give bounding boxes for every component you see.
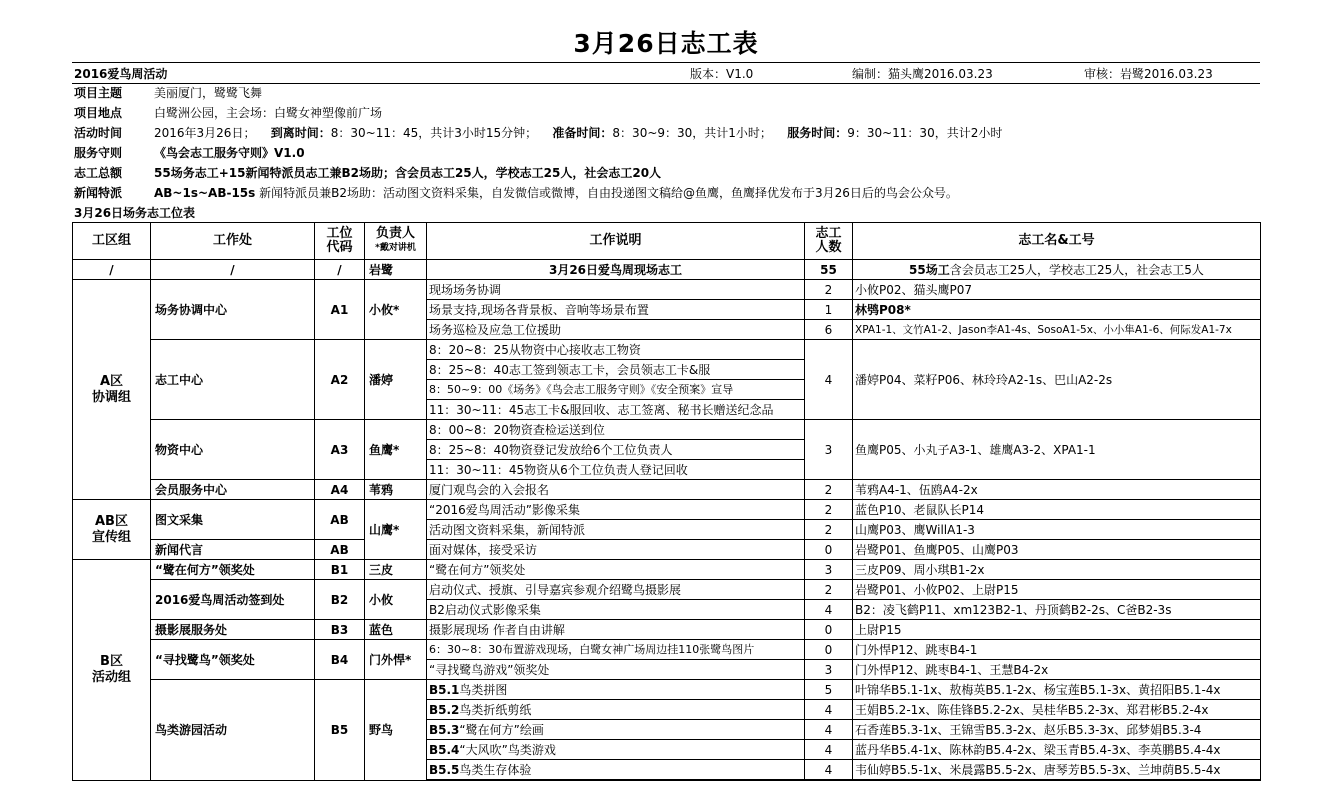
table-row: 志工中心 A2 潘婷 8：20~8：25从物资中心接收志工物资 4 潘婷P04、菜籽P06、林玲玲A2-1s、巴山A2-2s	[73, 340, 1261, 360]
place-ab2: 新闻代言	[151, 540, 315, 560]
header-version: 版本：V1.0	[690, 67, 754, 81]
table-row: 8：25~8：40志工签到领志工卡，会员领志工卡&服	[73, 360, 1261, 380]
header-reviewer: 审核：岩鹭2016.03.23	[1084, 67, 1213, 81]
page-title: 3月26日志工表	[573, 29, 759, 58]
header-bar	[72, 62, 1260, 84]
table-row: 物资中心 A3 鱼鹰* 8：00~8：20物资查检运送到位 3 鱼鹰P05、小丸子A3-1、雄鹰A3-2、XPA1-1	[73, 420, 1261, 440]
place-b2: 2016爱鸟周活动签到处	[151, 580, 315, 620]
table-row: 摄影展服务处 B3 蓝色 摄影展现场 作者自由讲解 0 上尉P15	[73, 620, 1261, 640]
table-header-row	[73, 223, 1261, 260]
table-row: 场务巡检及应急工位援助 6 XPA1-1、文竹A1-2、Jason李A1-4s、SosoA1-5x、小小隼A1-6、何际发A1-7x	[73, 320, 1261, 340]
table-row: 会员服务中心 A4 苇鸦 厦门观鸟会的入会报名 2 苇鸦A4-1、伍鸥A4-2x	[73, 480, 1261, 500]
table-row: 11：30~11：45志工卡&服回收、志工签离、秘书长赠送纪念品	[73, 400, 1261, 420]
table-row: 场景支持,现场各背景板、音响等场景布置 1 林鸮P08*	[73, 300, 1261, 320]
table-row: B区 活动组 “鹭在何方”领奖处 B1 三皮 “鹭在何方”领奖处 3 三皮P09、周小琪B1-2x	[73, 560, 1261, 580]
place-b5: 鸟类游园活动	[151, 680, 315, 781]
col-header-count: 志工 人数	[805, 223, 853, 260]
table-row: B5.4“大风吹”鸟类游戏 4 蓝丹华B5.4-1x、陈林韵B5.4-2x、梁玉青B5.4-3x、李英鹏B5.4-4x	[73, 740, 1261, 760]
volunteer-table	[72, 222, 1261, 781]
place-a4: 会员服务中心	[151, 480, 315, 500]
table-row: AB区 宣传组 图文采集 AB 山鹰* “2016爱鸟周活动”影像采集 2 蓝色P10、老鼠队长P14	[73, 500, 1261, 520]
table-row: “寻找鹭鸟”领奖处 B4 门外悍* 6：30~8：30布置游戏现场，白鹭女神广场周边挂110张鹭鸟图片 0 门外悍P12、跳枣B4-1	[73, 640, 1261, 660]
col-header-desc: 工作说明	[427, 223, 805, 260]
col-header-names: 志工名&工号	[853, 223, 1261, 260]
header-event: 2016爱鸟周活动	[74, 67, 168, 81]
table-row: 2016爱鸟周活动签到处 B2 小攸 启动仪式、授旗、引导嘉宾参观介绍鹭鸟摄影展 2 岩鹭P01、小攸P02、上尉P15	[73, 580, 1261, 600]
table-row: A区 协调组 场务协调中心 A1 小攸* 现场场务协调 2 小攸P02、猫头鹰P07	[73, 280, 1261, 300]
place-ab1: 图文采集	[151, 500, 315, 540]
table-row: 鸟类游园活动 B5 野鸟 B5.1鸟类拼图 5 叶锦华B5.1-1x、敖梅英B5.1-2x、杨宝莲B5.1-3x、黄招阳B5.1-4x	[73, 680, 1261, 700]
header-editor: 编制：猫头鹰2016.03.23	[852, 67, 993, 81]
place-b3: 摄影展服务处	[151, 620, 315, 640]
table-row: 8：25~8：40物资登记发放给6个工位负责人	[73, 440, 1261, 460]
table-row: 11：30~11：45物资从6个工位负责人登记回收	[73, 460, 1261, 480]
place-a2: 志工中心	[151, 340, 315, 420]
table-row: 新闻代言 AB 面对媒体，接受采访 0 岩鹭P01、鱼鹰P05、山鹰P03	[73, 540, 1261, 560]
table-row: B5.3“鹭在何方”绘画 4 石香莲B5.3-1x、王锦雪B5.3-2x、赵乐B5.3-3x、邱梦娟B5.3-4	[73, 720, 1261, 740]
place-b4: “寻找鹭鸟”领奖处	[151, 640, 315, 680]
col-header-lead: 负责人 *戴对讲机	[365, 223, 427, 260]
group-ab: AB区 宣传组	[73, 500, 151, 560]
col-header-place: 工作处	[151, 223, 315, 260]
col-header-code: 工位 代码	[315, 223, 365, 260]
table-row: 活动图文资料采集，新闻特派 2 山鹰P03、鹰WillA1-3	[73, 520, 1261, 540]
table-row: B2启动仪式影像采集 4 B2：凌飞鹤P11、xm123B2-1、丹顶鹤B2-2s、C爸B2-3s	[73, 600, 1261, 620]
col-header-group: 工区组	[73, 223, 151, 260]
table-row: 8：50~9：00《场务》《鸟会志工服务守则》《安全预案》宣导	[73, 380, 1261, 400]
group-a: A区 协调组	[73, 280, 151, 500]
group-b: B区 活动组	[73, 560, 151, 781]
section-title: 3月26日场务志工位表	[74, 206, 196, 220]
place-b1: “鹭在何方”领奖处	[151, 560, 315, 580]
place-a1: 场务协调中心	[151, 280, 315, 340]
table-row: B5.5鸟类生存体验 4 韦仙婷B5.5-1x、米晨露B5.5-2x、唐琴芳B5.5-3x、兰坤荫B5.5-4x	[73, 760, 1261, 781]
table-row: B5.2鸟类折纸剪纸 4 王娟B5.2-1x、陈佳锋B5.2-2x、吴桂华B5.2-3x、郑君彬B5.2-4x	[73, 700, 1261, 720]
place-a3: 物资中心	[151, 420, 315, 480]
summary-row: / / / 岩鹭 3月26日爱鸟周现场志工 55 55场工含会员志工25人，学校志工25人，社会志工5人	[73, 260, 1261, 280]
table-row: “寻找鹭鸟游戏”领奖处 3 门外悍P12、跳枣B4-1、王慧B4-2x	[73, 660, 1261, 680]
